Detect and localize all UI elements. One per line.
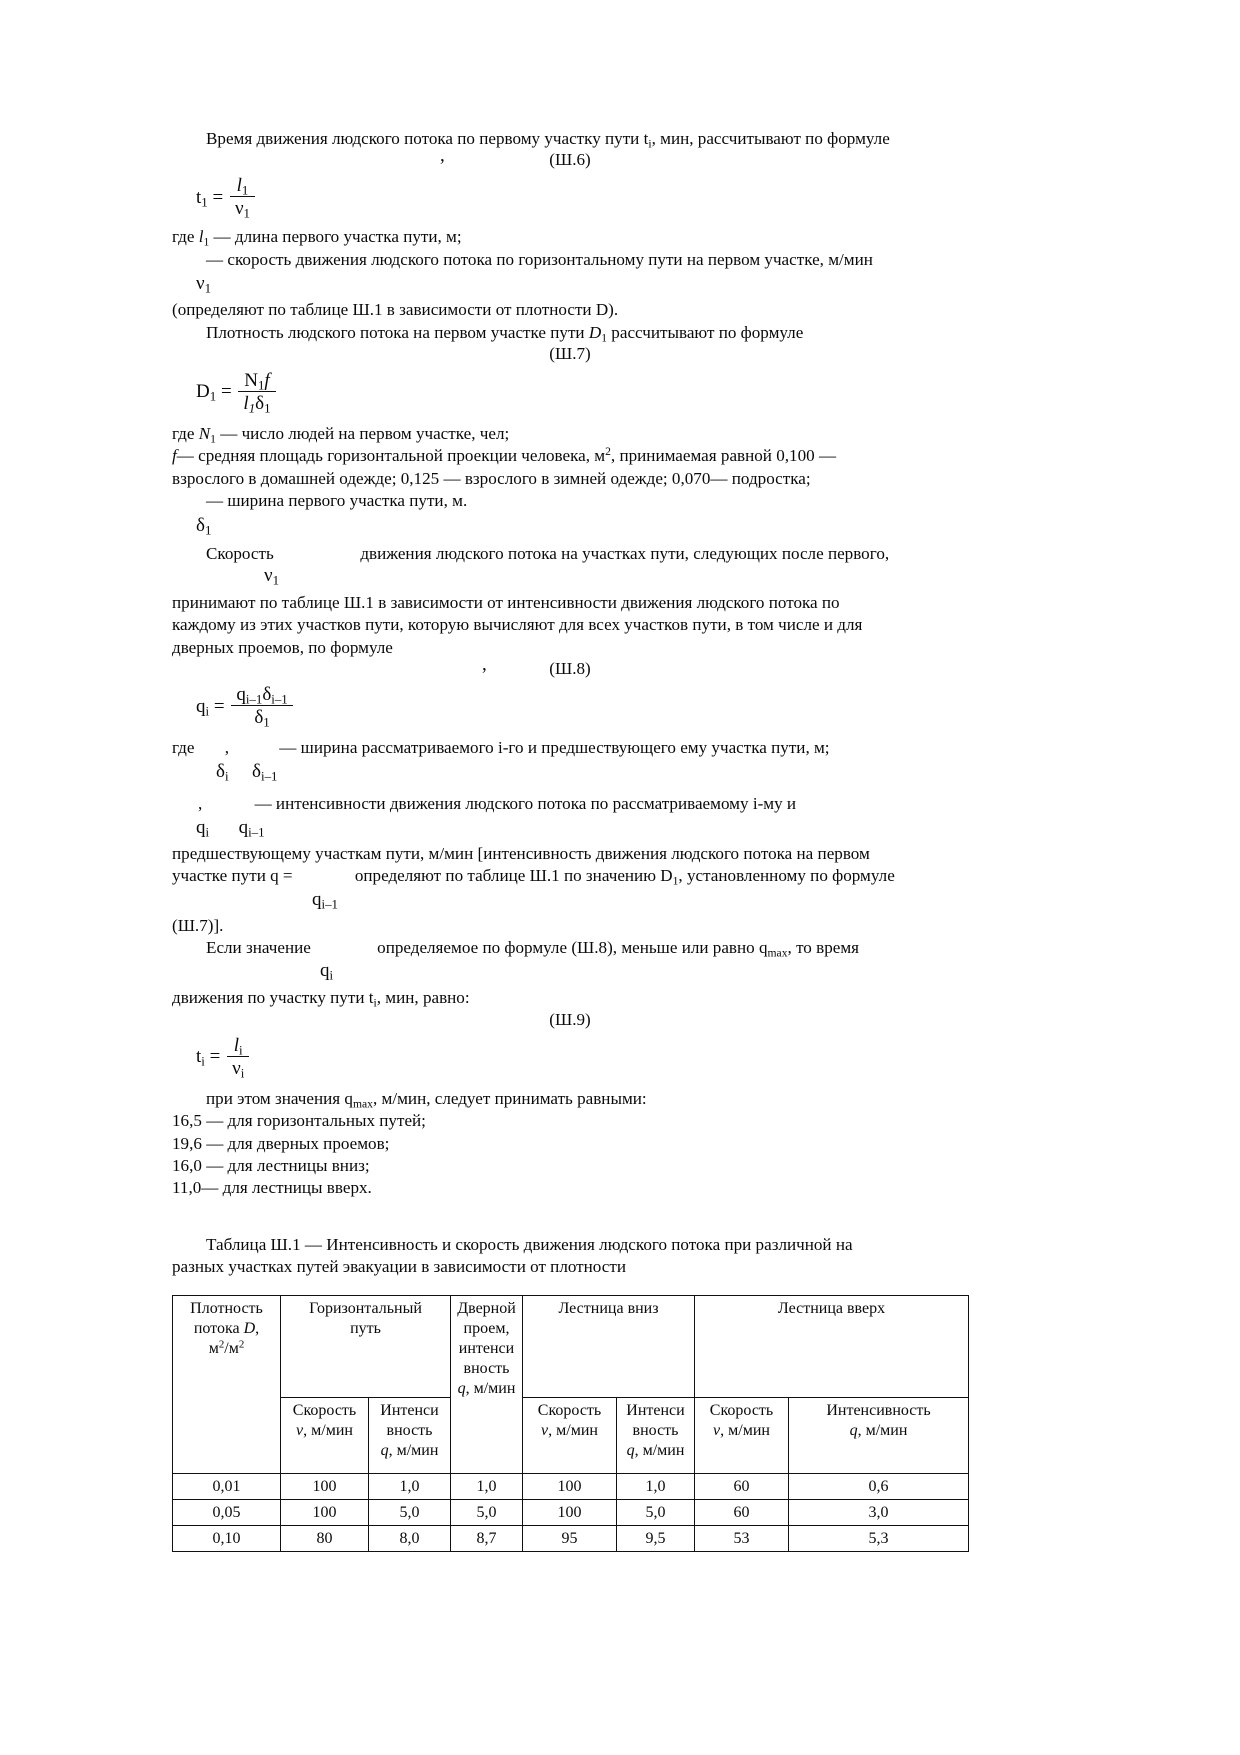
where-delta-i-sym1: $\delta_i$ (216, 761, 229, 785)
where-delta-i-symbols (172, 761, 968, 785)
equation-sh9-block (172, 1009, 968, 1081)
where-q-i-line2: предшествующему участкам пути, м/мин [интенсивность движения людского потока на первом (172, 843, 870, 863)
equation-sh7-lhs: $D_1$ (196, 381, 217, 405)
table-row (173, 1473, 969, 1499)
where-delta1-text: — ширина первого участка пути, м. (206, 491, 468, 511)
header-density: Плотность потока D, $м^2/м^2$ (173, 1295, 281, 1473)
paragraph-if-value-block (172, 937, 968, 1010)
table-sh1 (172, 1295, 969, 1552)
table-row (173, 1499, 969, 1525)
cell-stairs-up-intensity: 0,6 (789, 1473, 969, 1499)
subheader-stairs-up-intensity: Интенсивность q, м/мин (789, 1397, 969, 1473)
where-v1-text: — скорость движения людского потока по горизонтальному пути на первом участке, м/мин (206, 249, 873, 269)
cell-door-intensity: 8,7 (451, 1525, 523, 1551)
equation-sh9-fraction (227, 1034, 249, 1081)
equation-sh9-equals: = (209, 1046, 221, 1068)
subheader-stairs-down-intensity: Интенси вность q, м/мин (617, 1397, 695, 1473)
density-intro-post: рассчитывают по формуле (607, 322, 804, 342)
equation-sh7-denominator: $l_1\delta_1$ (243, 392, 271, 416)
where-q-i-sym2: $q_{i-1}$ (238, 816, 265, 840)
equation-sh7 (172, 369, 968, 416)
header-stairs-up: Лестница вверх (695, 1295, 969, 1397)
equation-sh8-equals: = (213, 695, 225, 717)
cell-horizontal-intensity: 1,0 (369, 1473, 451, 1499)
equation-sh8-block (172, 654, 968, 730)
cell-stairs-up-speed: 60 (695, 1499, 789, 1525)
cell-stairs-up-speed: 53 (695, 1525, 789, 1551)
where-v1-block (172, 249, 968, 296)
where-delta-i-block (172, 737, 968, 785)
speed-intro-line1 (172, 543, 968, 565)
subheader-horizontal-speed: Скорость v, м/мин (281, 1397, 369, 1473)
cell-stairs-up-speed: 60 (695, 1473, 789, 1499)
qmax-list-item-1: 19,6 — для дверных проемов; (172, 1133, 390, 1153)
qmax-intro-post: , м/мин, следует принимать равными: (372, 1088, 647, 1108)
speed-intro-word: Скорость (206, 543, 274, 563)
equation-sh7-numerator: $N_1f$ (238, 371, 275, 392)
equation-sh9 (172, 1034, 968, 1081)
where-q-i-symbols (172, 816, 968, 840)
cell-density: 0,01 (173, 1473, 281, 1499)
paragraph-qmax-intro (172, 1088, 968, 1110)
density-intro-symbol-sub: 1 (601, 330, 608, 344)
time-intro-after: , мин, рассчитывают по формуле (651, 129, 890, 148)
cell-density: 0,05 (173, 1499, 281, 1525)
where-N1-pre: где (172, 423, 199, 443)
density-intro-symbol: D (588, 322, 602, 342)
equation-sh8-numerator: $q_{i-1}\delta_{i-1}$ (231, 685, 292, 706)
if-value-pre: Если значение (206, 938, 311, 958)
equation-sh9-number: (Ш.9) (549, 1009, 591, 1029)
where-q-i-inline-symbol: $q_{i-1}$ (312, 888, 338, 912)
speed-intro-line3: каждому из этих участков пути, которую вычисляют для всех участков пути, в том числе и для (172, 615, 863, 635)
cell-door-intensity: 5,0 (451, 1499, 523, 1525)
where-l1-symbol: l (198, 227, 204, 247)
cell-stairs-down-speed: 95 (523, 1525, 617, 1551)
equation-sh6-trailing-comma: , (440, 145, 445, 167)
cell-stairs-down-speed: 100 (523, 1473, 617, 1499)
where-delta-i-sym2: $\delta_{i-1}$ (252, 761, 278, 785)
cell-door-intensity: 1,0 (451, 1473, 523, 1499)
density-intro-pre: Плотность людского потока на первом участке пути (206, 322, 589, 342)
speed-intro-symbol: $\nu_1$ (264, 564, 280, 588)
equation-sh6-lhs: $t_1$ (196, 186, 208, 210)
cell-stairs-up-intensity: 5,3 (789, 1525, 969, 1551)
where-q-i-line3 (172, 865, 968, 887)
if-value-line2a: движения по участку пути t (172, 988, 374, 1008)
cell-stairs-down-intensity: 1,0 (617, 1473, 695, 1499)
time-intro-sub: i (648, 137, 652, 151)
equation-sh8 (172, 684, 968, 730)
paragraph-where-f-line1 (172, 445, 968, 467)
where-delta-i-pre: где (172, 738, 195, 758)
subheader-stairs-down-speed: Скорость v, м/мин (523, 1397, 617, 1473)
cell-horizontal-speed: 100 (281, 1499, 369, 1525)
where-q-i-block (172, 793, 968, 937)
where-f-symbol: f (172, 446, 177, 466)
speed-intro-line4: дверных проемов, по формуле (172, 637, 393, 657)
header-horizontal-path: Горизонтальный путь (281, 1295, 451, 1397)
paragraph-density-intro (172, 322, 968, 344)
equation-sh6-fraction (230, 175, 255, 221)
where-q-i-line3c: , установленному по формуле (678, 866, 895, 886)
where-N1-symbol-sub: 1 (210, 432, 216, 446)
paragraph-where-l1 (172, 226, 968, 248)
where-v1-symbol: $\nu_1$ (196, 273, 212, 296)
if-value-mid: определяемое по формуле (Ш.8), меньше или равно q (377, 938, 768, 958)
where-N1-symbol: N (198, 423, 211, 443)
speed-intro-rest: движения людского потока на участках пути, следующих после первого, (360, 543, 890, 563)
where-delta-i-text: — ширина рассматриваемого i-го и предшествующего ему участка пути, м; (279, 738, 830, 758)
header-door-opening: Дверной проем, интенси вность q, м/мин (451, 1295, 523, 1473)
speed-intro-line2: принимают по таблице Ш.1 в зависимости от интенсивности движения людского потока по (172, 592, 840, 612)
where-l1-pre: где (172, 227, 199, 247)
equation-sh7-number: (Ш.7) (549, 343, 591, 363)
time-intro-before: Время движения людского потока по первому участку пути t (206, 129, 649, 148)
where-q-i-text: — интенсивности движения людского потока по рассматриваемому i-му и (254, 794, 797, 814)
document-page (172, 128, 968, 1552)
if-value-line1 (172, 937, 968, 959)
subheader-horizontal-intensity: Интенси вность q, м/мин (369, 1397, 451, 1473)
table-row (173, 1525, 969, 1551)
qmax-intro-sub: max (352, 1097, 373, 1111)
table-caption-line1: Таблица Ш.1 — Интенсивность и скорость движения людского потока при различной на (206, 1234, 853, 1254)
where-f-text-a: — средняя площадь горизонтальной проекции человека, м (176, 446, 606, 466)
equation-sh7-block (172, 343, 968, 416)
if-value-post: , то время (787, 938, 860, 958)
where-q-i-line3b: определяют по таблице Ш.1 по значению D (354, 866, 673, 886)
if-value-line2b: , мин, равно: (376, 988, 470, 1008)
cell-stairs-down-intensity: 9,5 (617, 1525, 695, 1551)
where-delta-i-comma: , (224, 738, 230, 758)
where-f-text-b: , принимаемая равной 0,100 — (610, 446, 837, 466)
equation-sh8-number: (Ш.8) (549, 659, 591, 679)
where-delta1-symbol: $\delta_1$ (196, 514, 212, 538)
equation-sh8-fraction (231, 684, 292, 730)
if-value-line2-sub: i (373, 996, 377, 1010)
where-f-superscript: 2 (605, 445, 611, 459)
where-l1-symbol-sub: 1 (203, 235, 210, 249)
equation-sh6-denominator: $\nu_1$ (234, 198, 250, 221)
where-q-i-line4: (Ш.7)]. (172, 915, 224, 935)
equation-sh6-block (172, 145, 968, 221)
if-value-symbol: $q_i$ (320, 960, 334, 984)
where-q-i-comma: , (198, 794, 203, 814)
where-q-i-line3b-sub: 1 (672, 874, 679, 888)
equation-sh6-numerator: $l_1$ (230, 176, 255, 197)
equation-sh6-number: (Ш.6) (549, 150, 591, 170)
table-header-row-2 (173, 1397, 969, 1473)
cell-stairs-up-intensity: 3,0 (789, 1499, 969, 1525)
qmax-list-item-2: 16,0 — для лестницы вниз; (172, 1155, 370, 1175)
table-caption-line2: разных участках путей эвакуации в зависимости от плотности (172, 1257, 626, 1277)
equation-sh6 (172, 175, 968, 221)
equation-sh9-lhs: $t_i$ (196, 1046, 205, 1069)
equation-sh7-equals: = (220, 381, 232, 403)
cell-horizontal-speed: 100 (281, 1473, 369, 1499)
equation-sh9-denominator: $\nu_i$ (232, 1057, 245, 1081)
equation-sh8-lhs: $q_i$ (196, 695, 210, 719)
equation-sh6-equals: = (212, 186, 224, 208)
where-N1-text: — число людей на первом участке, чел; (215, 423, 510, 443)
if-value-line2 (172, 987, 968, 1009)
where-q-i-line1 (172, 793, 968, 815)
cell-stairs-down-intensity: 5,0 (617, 1499, 695, 1525)
cell-horizontal-intensity: 5,0 (369, 1499, 451, 1525)
paragraph-where-N1 (172, 423, 968, 445)
table-header-row-1 (173, 1295, 969, 1397)
where-delta-i-line (172, 737, 968, 759)
paragraph-speed-intro-block (172, 543, 968, 660)
header-stairs-down: Лестница вниз (523, 1295, 695, 1397)
cell-stairs-down-speed: 100 (523, 1499, 617, 1525)
equation-sh7-fraction (238, 369, 275, 416)
where-q-i-line3a: участке пути q = (172, 866, 293, 886)
where-l1-text: — длина первого участка пути, м; (209, 227, 462, 247)
equation-sh8-denominator: $\delta_1$ (254, 707, 270, 730)
paragraph-determine-by-table: (определяют по таблице Ш.1 в зависимости от плотности D). (172, 300, 619, 320)
qmax-intro-pre: при этом значения q (206, 1088, 353, 1108)
equation-sh8-trailing-comma: , (482, 654, 487, 676)
subheader-stairs-up-speed: Скорость v, м/мин (695, 1397, 789, 1473)
where-q-i-sym1: $q_i$ (196, 816, 210, 840)
paragraph-time-intro (172, 128, 968, 150)
cell-horizontal-intensity: 8,0 (369, 1525, 451, 1551)
where-delta1-block (172, 490, 968, 538)
qmax-list-item-0: 16,5 — для горизонтальных путей; (172, 1111, 426, 1131)
equation-sh9-numerator: $l_i$ (227, 1036, 249, 1057)
paragraph-where-f-line2: взрослого в домашней одежде; 0,125 — взрослого в зимней одежде; 0,070— подростка; (172, 468, 811, 488)
if-value-mid-sub: max (767, 946, 788, 960)
qmax-list-item-3: 11,0— для лестницы вверх. (172, 1178, 372, 1198)
cell-density: 0,10 (173, 1525, 281, 1551)
cell-horizontal-speed: 80 (281, 1525, 369, 1551)
